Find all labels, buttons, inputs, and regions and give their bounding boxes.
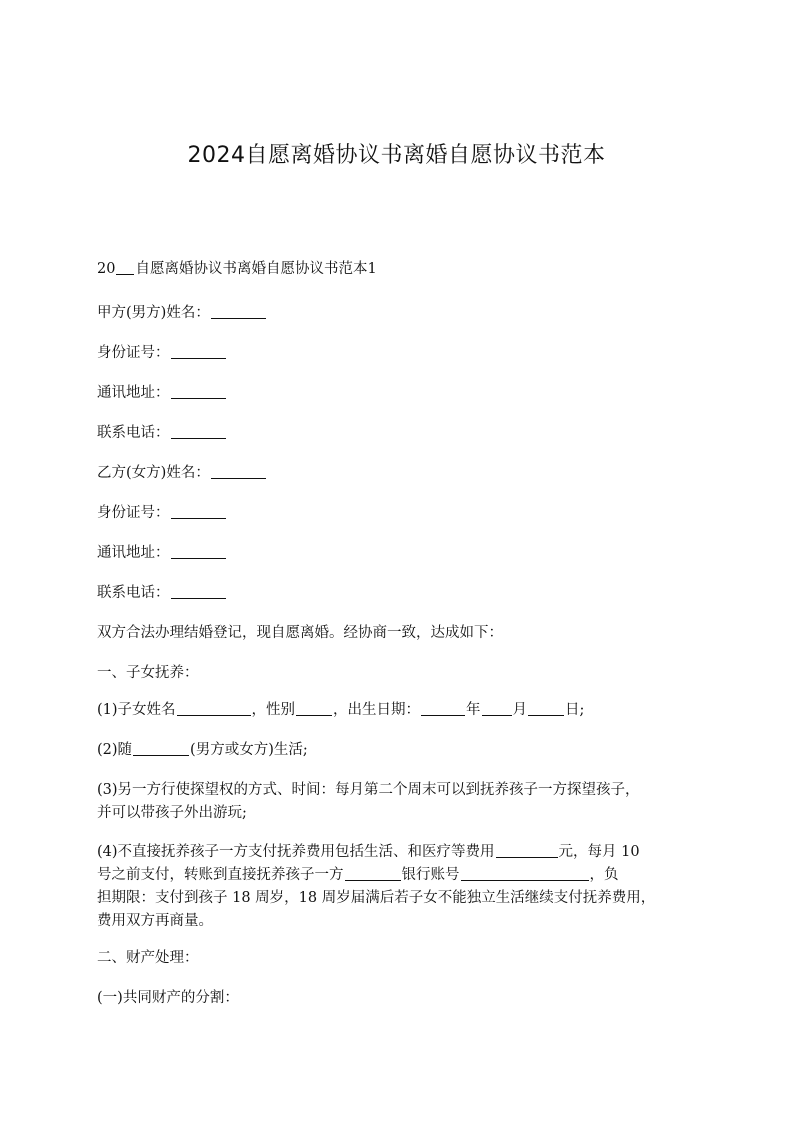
text-segment: ，负 <box>589 867 619 883</box>
document-heading <box>97 259 377 279</box>
text-segment: 号之前支付，转账到直接抚养孩子一方 <box>97 867 344 883</box>
document-title: 2024自愿离婚协议书离婚自愿协议书范本 <box>187 143 606 168</box>
blank-line <box>171 584 226 599</box>
blank-line <box>296 701 332 716</box>
section-1-item-1 <box>97 700 584 720</box>
blank-line <box>116 260 134 275</box>
blank-line <box>345 866 401 881</box>
field-label: 乙方(女方)姓名： <box>97 465 210 481</box>
party-b-phone <box>97 583 227 603</box>
text-segment: (男方或女方)生活; <box>190 742 308 758</box>
field-label: 通讯地址： <box>97 545 170 561</box>
intro-paragraph: 双方合法办理结婚登记，现自愿离婚。经协商一致，达成如下： <box>97 625 503 641</box>
blank-line <box>171 384 226 399</box>
field-label: 甲方(男方)姓名： <box>97 305 210 321</box>
party-b-name <box>97 463 267 483</box>
party-b-address <box>97 543 227 563</box>
text-segment: (1)子女姓名 <box>97 702 176 718</box>
blank-line <box>133 741 189 756</box>
section-1-item-3-line-1: (3)另一方行使探望权的方式、时间：每月第二个周末可以到抚养孩子一方探望孩子， <box>97 782 640 798</box>
blank-line <box>421 701 465 716</box>
section-1-item-4-line-4: 费用双方再商量。 <box>97 913 213 929</box>
blank-line <box>171 544 226 559</box>
field-label: 身份证号： <box>97 345 170 361</box>
section-2-subtitle-1: (一)共同财产的分割： <box>97 990 239 1006</box>
text-segment: 元，每月 10 <box>558 844 640 860</box>
party-a-phone <box>97 423 227 443</box>
section-1-item-3-line-2: 并可以带孩子外出游玩; <box>97 805 247 821</box>
blank-line <box>177 701 251 716</box>
text-segment: 日; <box>565 702 585 718</box>
text-segment: 月 <box>512 702 528 718</box>
text-segment: 年 <box>466 702 481 718</box>
text-segment: ，性别 <box>251 702 296 718</box>
section-1-title: 一、子女抚养： <box>97 665 199 681</box>
text-segment: (4)不直接抚养孩子一方支付抚养费用包括生活、和医疗等费用 <box>97 844 495 860</box>
blank-line <box>461 866 589 881</box>
party-a-id <box>97 343 227 363</box>
blank-line <box>528 701 564 716</box>
section-1-item-4-line-2 <box>97 865 619 885</box>
text-segment: (2)随 <box>97 742 133 758</box>
blank-line <box>211 464 266 479</box>
blank-line <box>496 843 558 858</box>
text-segment: 银行账号 <box>401 867 460 883</box>
blank-line <box>482 701 512 716</box>
party-a-name <box>97 303 267 323</box>
party-a-address <box>97 383 227 403</box>
heading-rest: 自愿离婚协议书离婚自愿协议书范本1 <box>135 261 377 277</box>
section-1-item-2 <box>97 740 308 760</box>
party-b-id <box>97 503 227 523</box>
blank-line <box>171 424 226 439</box>
blank-line <box>171 344 226 359</box>
section-1-item-4-line-3: 担期限：支付到孩子 18 周岁，18 周岁届满后若子女不能独立生活继续支付抚养费用， <box>97 890 656 906</box>
heading-prefix: 20 <box>97 261 116 277</box>
text-segment: ，出生日期： <box>333 702 421 718</box>
field-label: 联系电话： <box>97 425 170 441</box>
blank-line <box>211 304 266 319</box>
field-label: 身份证号： <box>97 505 170 521</box>
section-1-item-4-line-1 <box>97 842 640 862</box>
field-label: 通讯地址： <box>97 385 170 401</box>
section-2-title: 二、财产处理： <box>97 950 199 966</box>
field-label: 联系电话： <box>97 585 170 601</box>
blank-line <box>171 504 226 519</box>
